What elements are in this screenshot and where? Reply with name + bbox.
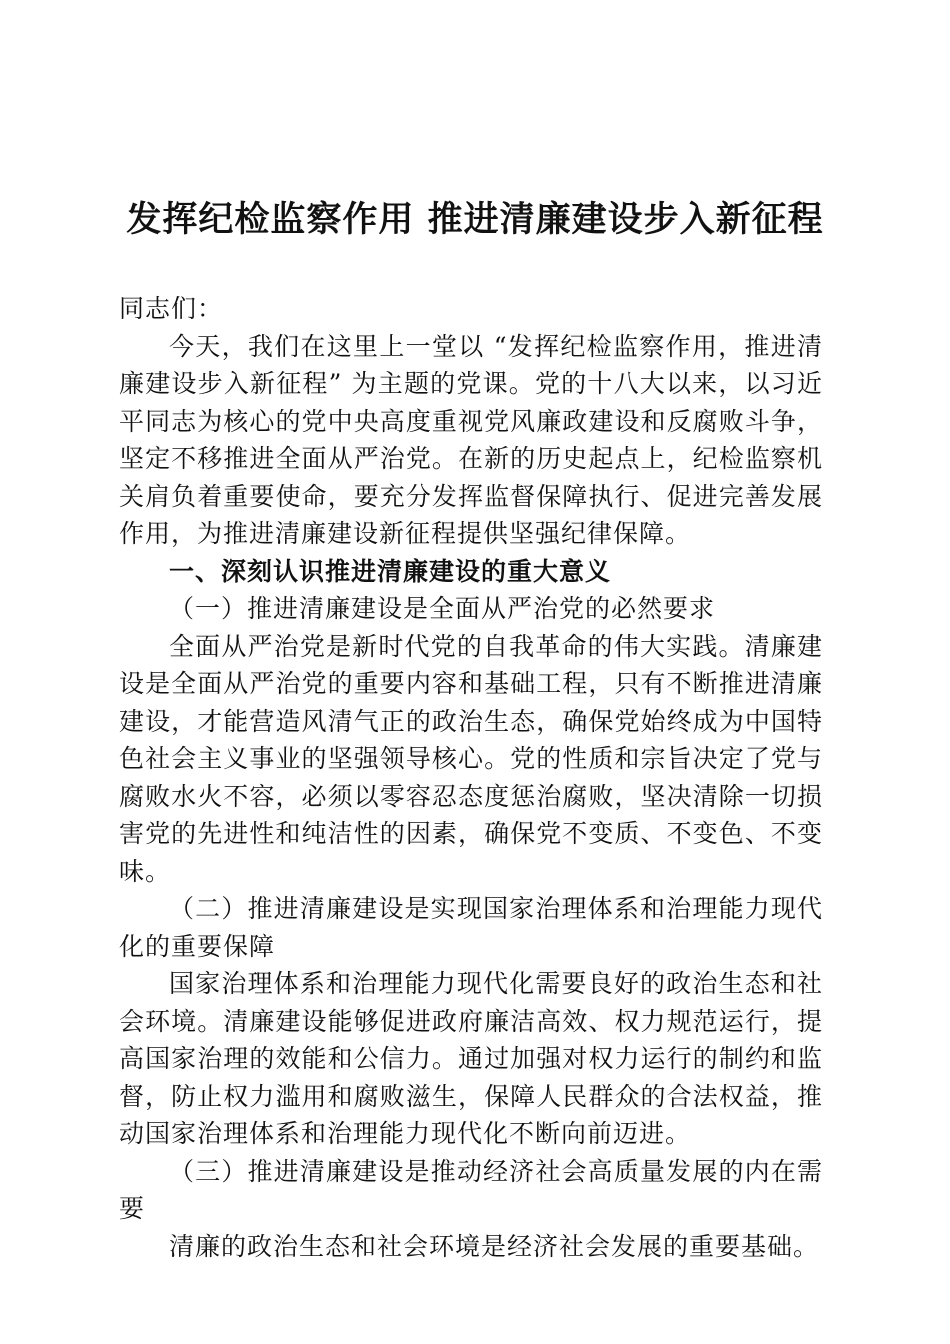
paragraph-intro: 今天，我们在这里上一堂以 “发挥纪检监察作用，推进清廉建设步入新征程” 为主题的党课。党的十八大以来，以习近平同志为核心的党中央高度重视党风廉政建设和反腐败斗争，坚定不移推进全面从严治党。在新的历史起点上，纪检监察机关肩负着重要使命，要充分发挥监督保障执行、促进完善发展作用，为推进清廉建设新征程提供坚强纪律保障。 (119, 331, 823, 548)
subsection-heading-3: （三）推进清廉建设是推动经济社会高质量发展的内在需要 (119, 1156, 823, 1223)
document-body (119, 290, 823, 1265)
salutation: 同志们： (119, 294, 224, 323)
section-heading-1: 一、深刻认识推进清廉建设的重大意义 (169, 556, 612, 586)
paragraph-2: 国家治理体系和治理能力现代化需要良好的政治生态和社会环境。清廉建设能够促进政府廉洁高效、权力规范运行，提高国家治理的效能和公信力。通过加强对权力运行的制约和监督，防止权力滥用和腐败滋生，保障人民群众的合法权益，推动国家治理体系和治理能力现代化不断向前迈进。 (119, 969, 823, 1148)
subsection-heading-2: （二）推进清廉建设是实现国家治理体系和治理能力现代化的重要保障 (119, 894, 823, 961)
subsection-heading-1: （一）推进清廉建设是全面从严治党的必然要求 (169, 594, 716, 623)
paragraph-3: 清廉的政治生态和社会环境是经济社会发展的重要基础。 (169, 1231, 820, 1261)
document-title: 发挥纪检监察作用 推进清廉建设步入新征程 (126, 199, 824, 240)
paragraph-1: 全面从严治党是新时代党的自我革命的伟大实践。清廉建设是全面从严治党的重要内容和基础工程，只有不断推进清廉建设，才能营造风清气正的政治生态，确保党始终成为中国特色社会主义事业的坚强领导核心。党的性质和宗旨决定了党与腐败水火不容，必须以零容忍态度惩治腐败，坚决清除一切损害党的先进性和纯洁性的因素，确保党不变质、不变色、不变味。 (119, 631, 823, 886)
